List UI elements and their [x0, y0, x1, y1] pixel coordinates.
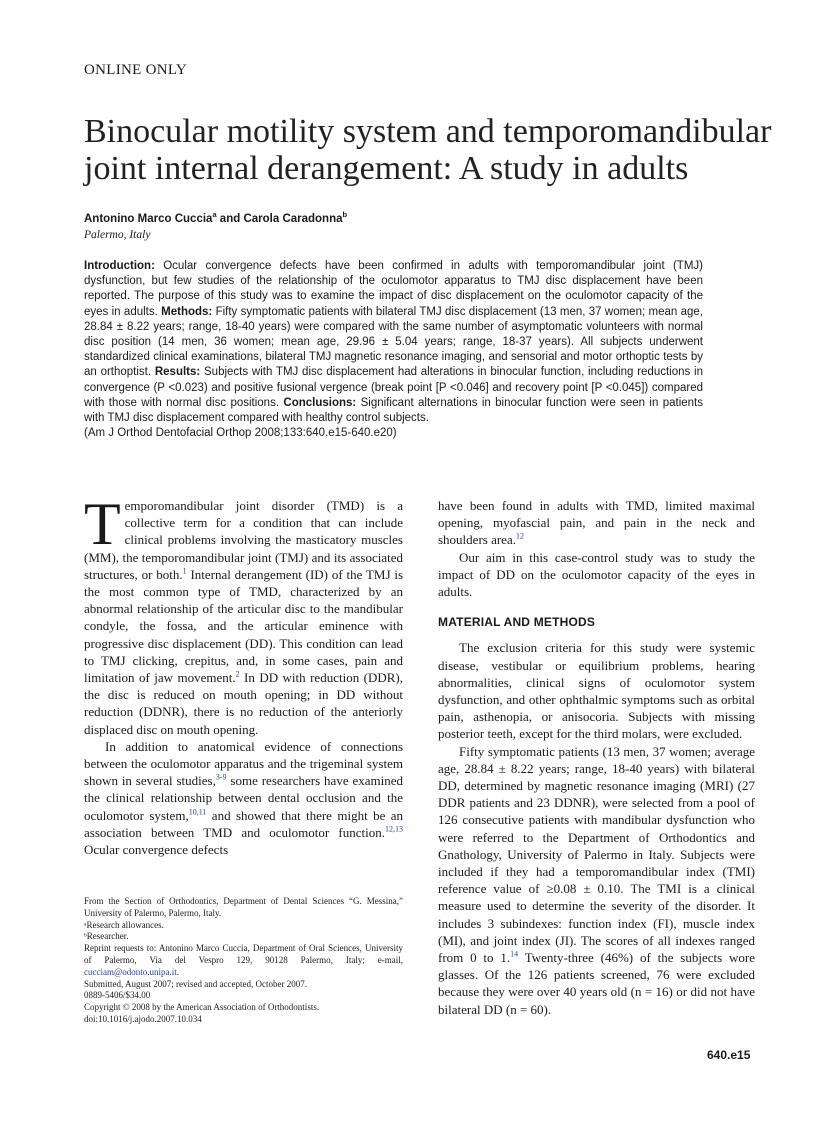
footnote-from: From the Section of Orthodontics, Department of Dental Sciences “G. Messina,” University of Palermo, Palermo, Italy. — [84, 896, 403, 918]
body-paragraph: The exclusion criteria for this study were systemic disease, vestibular or equilibrium problems, hearing abnormalities, clinical signs of oculomotor system dysfunction, and other ophthalmic symptoms such as orbital pain, asthenopia, or anisocoria. Subjects with missing posterior teeth, except for the third molars, were excluded. — [438, 640, 755, 742]
reference-link[interactable]: 1 — [182, 566, 187, 576]
body-column-right — [438, 497, 755, 1018]
section-heading: MATERIAL AND METHODS — [438, 615, 596, 630]
body-text: Internal derangement (ID) of the TMJ is the most common type of TMD, characterized by an abnormal relationship of the articular disc to the mandibular condyle, the fossa, and the articular eminence with progressive disc displacement (DD). This condition can lead to TMJ clicking, crepitus, and, in some cases, pain and limitation of jaw movement. — [84, 566, 403, 686]
footnote-copyright: Copyright © 2008 by the American Association of Orthodontists. — [84, 1002, 320, 1013]
body-text: Ocular convergence defects — [84, 842, 229, 858]
page-number: 640.e15 — [707, 1048, 751, 1062]
body-paragraph: Our aim in this case-control study was to study the impact of DD on the oculomotor capacity of the eyes in adults. — [438, 549, 755, 600]
author-mark: a — [212, 210, 217, 219]
footnote-submitted: Submitted, August 2007; revised and accepted, October 2007. — [84, 978, 307, 989]
footnote-a: ᵃResearch allowances. — [84, 919, 164, 930]
author-separator: and — [216, 212, 244, 225]
footnote-reprint — [84, 943, 403, 978]
email-link[interactable]: cucciam@odonto.unipa.it — [84, 966, 177, 977]
abstract-heading-conclusions: Conclusions: — [283, 396, 357, 409]
body-paragraph — [84, 738, 403, 858]
body-text: In addition to anatomical evidence of connections between the oculomotor apparatus and the trigeminal system shown in several studies, — [84, 738, 403, 789]
footnote-issn: 0889-5406/$34.00 — [84, 990, 151, 1001]
body-paragraph — [84, 491, 403, 738]
abstract-heading-results: Results: — [154, 366, 201, 379]
reference-link[interactable]: 14 — [510, 949, 519, 959]
abstract — [84, 259, 703, 441]
author-line — [84, 210, 347, 225]
footnotes — [84, 896, 403, 1026]
reference-link[interactable]: 2 — [235, 669, 240, 679]
abstract-conclusions: Significant alternations in binocular function were seen in patients with TMJ disc displacement compared with healthy control subjects. — [84, 396, 703, 425]
author-name: Antonino Marco Cuccia — [84, 212, 213, 225]
abstract-citation: (Am J Orthod Dentofacial Orthop 2008;133:640.e15-640.e20) — [84, 427, 397, 440]
abstract-methods: Fifty symptomatic patients with bilateral TMJ disc displacement (13 men, 37 women; mean age, 28.84 ± 8.22 years; range, 18-40 years) were compared with the same number of asymptomatic volunteers with normal disc position (14 men, 36 women; mean age, 29.96 ± 5.04 years; range, 18-37 years). All subjects underwent standardized clinical examinations, bilateral TMJ magnetic resonance imaging, and sensorial and motor orthoptic tests by an orthoptist. — [84, 305, 703, 379]
abstract-results: Subjects with TMJ disc displacement had alterations in binocular function, including reductions in convergence (P <0.023) and positive fusional vergence (break point [P <0.046] and recovery point [P <0.045]) compared with those with normal disc positions. — [84, 366, 703, 409]
body-text: In DD with reduction (DDR), the disc is reduced on mouth opening; in DD without reduction (DDNR), there is no reduction of the anteriorly displaced disc on mouth opening. — [84, 670, 403, 737]
reference-link[interactable]: 12,13 — [385, 824, 403, 834]
footnote-b: ᵇResearcher. — [84, 931, 129, 942]
drop-cap: T — [84, 491, 121, 557]
body-paragraph — [438, 497, 755, 549]
footnote-text: . — [176, 966, 180, 977]
reference-link[interactable]: 10,11 — [188, 807, 207, 817]
reference-link[interactable]: 3-9 — [215, 772, 227, 782]
footnote-text: Reprint requests to: Antonino Marco Cuccia, Department of Oral Sciences, University of Palermo, Via del Vespro 129, 90128 Palermo, Italy; e-mail, — [84, 943, 403, 965]
body-text: Twenty-three (46%) of the subjects wore glasses. Of the 126 patients screened, 76 were excluded because they were over 40 years old (n = 16) or did not have bilateral DD (n = 60). — [438, 950, 755, 1017]
body-text: Fifty symptomatic patients (13 men, 37 women; average age, 28.84 ± 8.22 years; range, 18-40 years) with bilateral DD, determined by magnetic resonance imaging (MRI) (27 DDR patients and 23 DDNR), were selected from a pool of 126 consecutive patients with mandibular dysfunction who were referred to the Department of Orthodontics and Gnathology, University of Palermo in Italy. Subjects were included if they had a temporomandibular index (TMI) reference value of ≥0.08 ± 0.10. The TMI is a clinical measure used to determine the severity of the disorder. It includes 3 subindexes: function index (FI), muscle index (MI), and joint index (JI). The scores of all indexes ranged from 0 to 1. — [438, 743, 755, 966]
footnote-doi: doi:10.1016/j.ajodo.2007.10.034 — [84, 1013, 202, 1024]
article-title: Binocular motility system and temporomandibular joint internal derangement: A study in adults — [84, 113, 772, 187]
section-tag: ONLINE ONLY — [84, 62, 188, 78]
body-text: and showed that there might be an association between TMD and oculomotor function. — [84, 807, 404, 840]
author-mark: b — [342, 210, 348, 219]
body-paragraph — [438, 743, 755, 1018]
author-affiliation: Palermo, Italy — [84, 229, 151, 241]
abstract-introduction: Ocular convergence defects have been confirmed in adults with temporomandibular joint (TMJ) dysfunction, but few studies of the relationship of the oculomotor apparatus to TMJ disc displacement have been reported. The purpose of this study was to examine the impact of disc displacement on the oculomotor capacity of the eyes in adults. — [84, 260, 703, 318]
abstract-body — [84, 259, 703, 426]
reference-link[interactable]: 12 — [515, 532, 524, 542]
abstract-heading-introduction: Introduction: — [84, 260, 155, 272]
author-name: Carola Caradonna — [243, 212, 343, 225]
body-column-left — [84, 491, 404, 858]
abstract-heading-methods: Methods: — [161, 305, 213, 318]
body-text: some researchers have examined the clinical relationship between dental occlusion and the oculomotor system, — [84, 773, 403, 823]
body-text: have been found in adults with TMD, limited maximal opening, myofascial pain, and pain in the neck and shoulders area. — [438, 498, 755, 548]
body-text: emporomandibular joint disorder (TMD) is a collective term for a condition that can include clinical problems involving the masticatory muscles (MM), the temporomandibular joint (TMJ) and its associated structures, or both. — [84, 498, 403, 582]
